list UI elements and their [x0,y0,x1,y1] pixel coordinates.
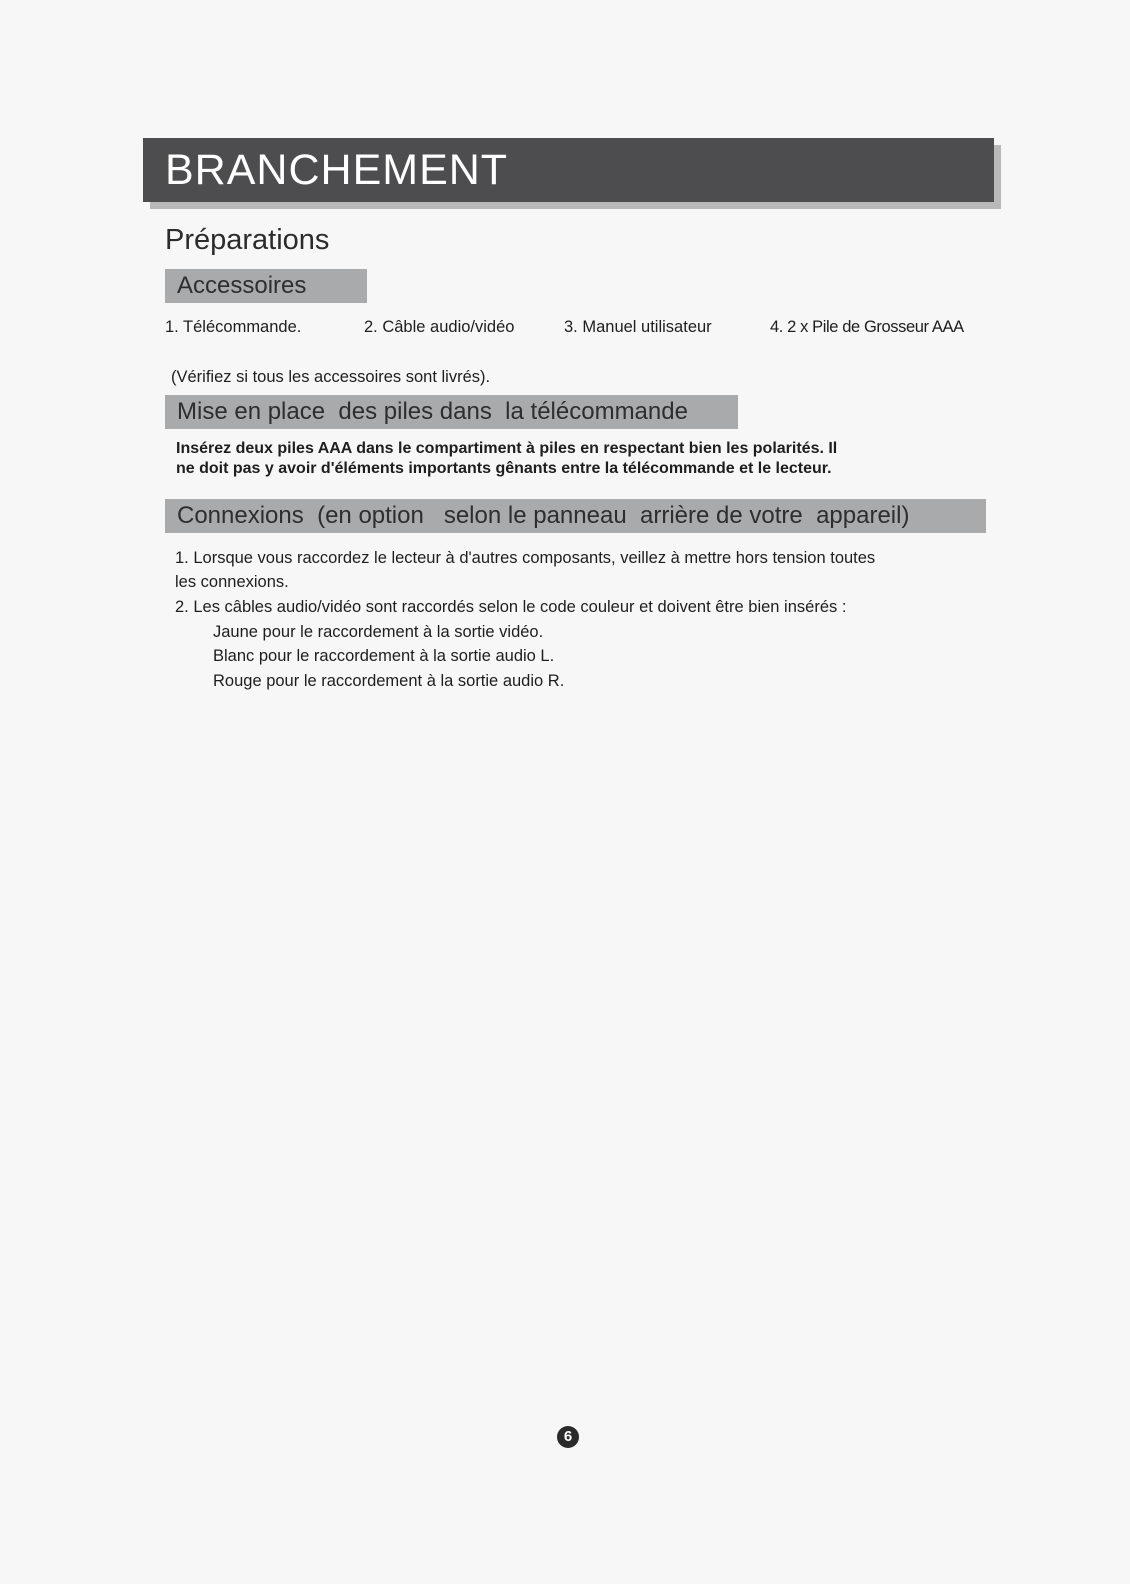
color-code-item: Rouge pour le raccordement à la sortie audio R. [213,672,565,690]
accessory-item: 3. Manuel utilisateur [564,318,712,336]
connexions-item-2: 2. Les câbles audio/vidéo sont raccordés selon le code couleur et doivent être bien insérés : [175,598,847,616]
connexions-bar: Connexions (en option selon le panneau arrière de votre appareil) [165,499,986,533]
accessory-item: 4. 2 x Pile de Grosseur AAA [770,318,964,336]
piles-text-line: Insérez deux piles AAA dans le compartiment à piles en respectant bien les polarités. Il [176,440,838,457]
piles-text-line: ne doit pas y avoir d'éléments importants gênants entre la télécommande et le lecteur. [176,460,832,477]
color-code-item: Blanc pour le raccordement à la sortie audio L. [213,647,555,665]
accessory-item: 2. Câble audio/vidéo [364,318,515,336]
accessories-note: (Vérifiez si tous les accessoires sont livrés). [171,368,491,386]
page-number-badge: 6 [557,1426,579,1448]
connexions-item-1: 1. Lorsque vous raccordez le lecteur à d'autres composants, veillez à mettre hors tension toutes [175,549,876,567]
section-heading: Préparations [165,224,330,256]
color-code-item: Jaune pour le raccordement à la sortie vidéo. [213,623,544,641]
accessoires-bar: Accessoires [165,269,367,303]
accessory-item: 1. Télécommande. [165,318,302,336]
piles-bar: Mise en place des piles dans la télécommande [165,395,738,429]
connexions-item-1-continued: les connexions. [175,573,289,591]
page-title: BRANCHEMENT [165,146,509,194]
